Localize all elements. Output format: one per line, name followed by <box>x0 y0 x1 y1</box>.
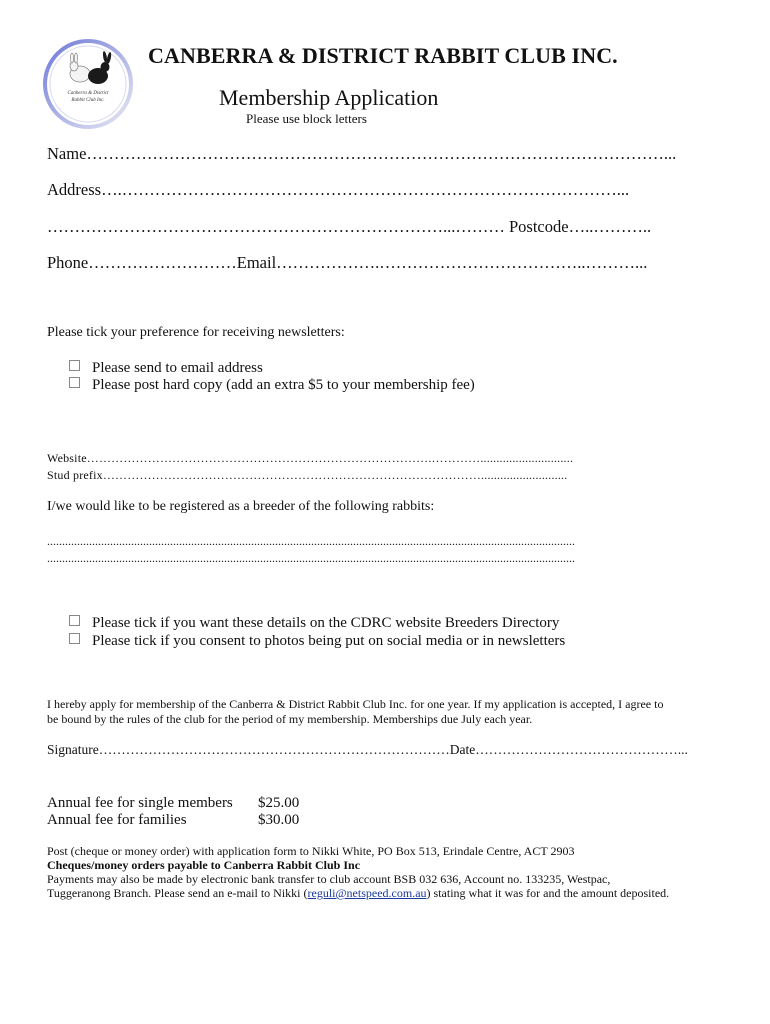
directory-consent-label: Please tick if you want these details on the CDRC website Breeders Directory <box>92 615 560 631</box>
club-logo <box>42 38 134 130</box>
logo-text-line2: Rabbit Club Inc. <box>71 98 105 103</box>
address-postcode-field[interactable]: ………………………………………………………………...……… Postcode…..……….. <box>47 217 652 236</box>
fee-family-row <box>47 812 367 829</box>
checkbox-photos[interactable] <box>69 633 80 644</box>
fee-single-row <box>47 795 367 812</box>
name-field[interactable]: Name……………………………………………………………………………………………... <box>47 144 677 163</box>
breeder-prompt: I/we would like to be registered as a breeder of the following rabbits: <box>47 499 435 514</box>
photo-consent-option[interactable] <box>69 633 565 650</box>
address-field[interactable]: Address….………………………………………………………………………………... <box>47 180 630 199</box>
website-field[interactable]: Website………………………………………………………………………….…………............................. <box>47 451 574 465</box>
breeds-line-1[interactable]: ................................................................................................................................................................................ <box>47 534 575 548</box>
directory-consent-option[interactable] <box>69 615 559 632</box>
photo-consent-label: Please tick if you consent to photos being put on social media or in newsletters <box>92 633 566 649</box>
newsletter-email-label: Please send to email address <box>92 360 263 376</box>
email-link[interactable]: reguli@netspeed.com.au <box>307 886 427 900</box>
fee-single-amount: $25.00 <box>258 795 300 811</box>
bank-transfer-line-1: Payments may also be made by electronic bank transfer to club account BSB 032 636, Account no. 133235, Westpac, <box>47 872 611 886</box>
signature-date-field[interactable]: Signature……………………………………………………………………Date………………………………………... <box>47 742 688 757</box>
checkbox-post[interactable] <box>69 377 80 388</box>
page-title: CANBERRA & DISTRICT RABBIT CLUB INC. <box>148 43 618 68</box>
checkbox-directory[interactable] <box>69 615 80 626</box>
logo-text-line1: Canberra & District <box>67 91 109 96</box>
fee-single-label: Annual fee for single members <box>47 795 233 811</box>
form-subtitle: Membership Application <box>219 85 439 110</box>
bank-transfer-line-2 <box>47 886 669 901</box>
fee-family-amount: $30.00 <box>258 812 300 828</box>
newsletter-prompt: Please tick your preference for receiving newsletters: <box>47 325 345 340</box>
post-instructions: Post (cheque or money order) with application form to Nikki White, PO Box 513, Erindale Centre, ACT 2903 <box>47 844 575 858</box>
stud-prefix-field[interactable]: Stud prefix…………………………………………………………………………………........................... <box>47 468 568 482</box>
phone-email-field[interactable]: Phone………………………Email……………….………………………………..………... <box>47 253 648 272</box>
bank-transfer-pre: Tuggeranong Branch. Please send an e-mail to Nikki ( <box>47 886 308 900</box>
newsletter-post-label: Please post hard copy (add an extra $5 to your membership fee) <box>92 377 475 393</box>
newsletter-post-option[interactable] <box>69 377 475 394</box>
block-letters-note: Please use block letters <box>246 111 367 126</box>
declaration-line-2: be bound by the rules of the club for the period of my membership. Memberships due July each year. <box>47 712 533 726</box>
payable-to: Cheques/money orders payable to Canberra Rabbit Club Inc <box>47 858 361 872</box>
bank-transfer-post: ) stating what it was for and the amount deposited. <box>426 886 670 900</box>
checkbox-email[interactable] <box>69 360 80 371</box>
fee-family-label: Annual fee for families <box>47 812 187 828</box>
breeds-line-2[interactable]: ................................................................................................................................................................................ <box>47 551 575 565</box>
newsletter-email-option[interactable] <box>69 360 263 377</box>
declaration-line-1: I hereby apply for membership of the Canberra & District Rabbit Club Inc. for one year. If my application is accepted, I agree to <box>47 697 664 711</box>
